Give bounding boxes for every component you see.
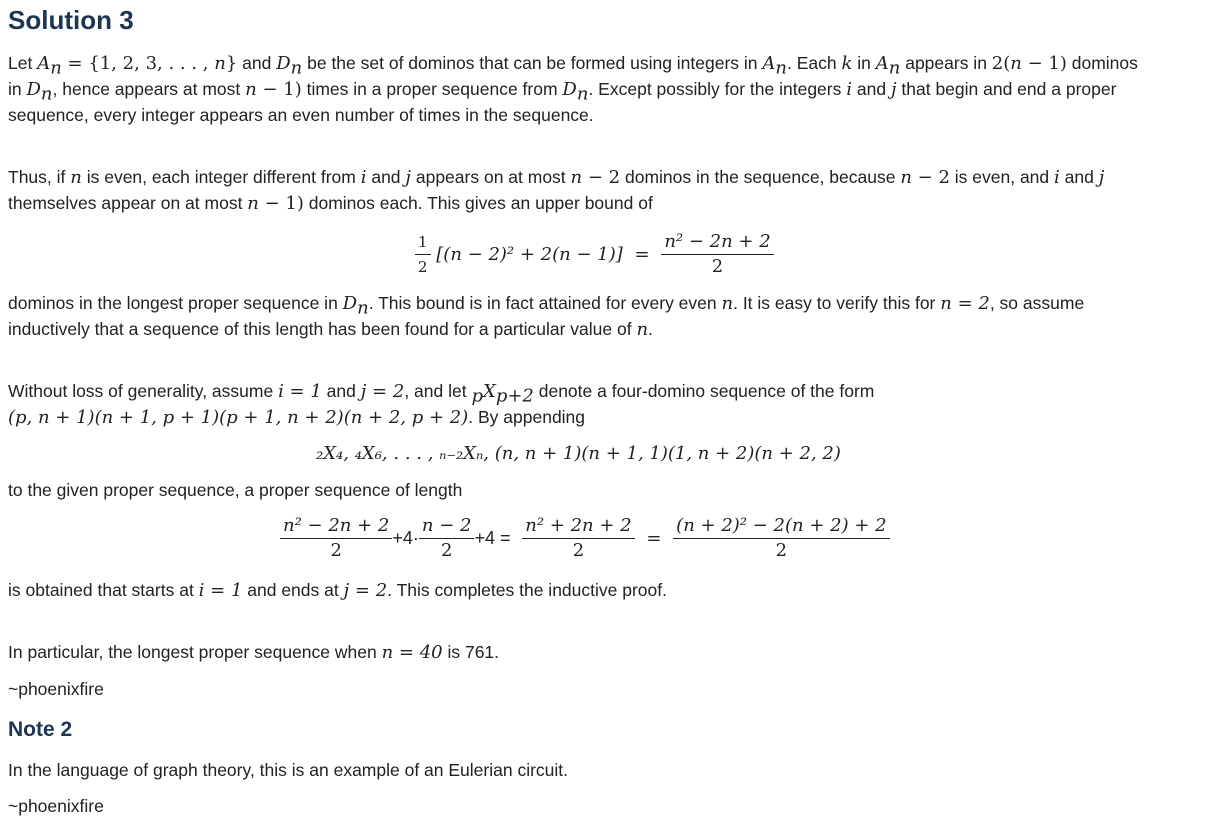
section-title-solution-3: Solution 3 [8,5,134,35]
paragraph-7-line-1: In particular, the longest proper sequence when n = 40 is 761. [8,642,500,663]
equation-upper-bound: $\frac{1}{2}$ [(n − 2)² + 2(n − 1)] = $\frac{\text{n² − 2n + 2}}{2}$ [415,230,774,279]
section-title-note-2: Note 2 [8,718,73,741]
paragraph-6-line-1: is obtained that starts at i = 1 and ends at j = 2. This completes the inductive proof. [8,580,667,601]
paragraph-3-line-2: inductively that a sequence of this length has been found for a particular value of n. [8,319,653,340]
note-signature: ~phoenixfire [8,796,104,816]
note-text: In the language of graph theory, this is an example of an Eulerian circuit. [8,760,569,780]
paragraph-4-line-1: Without loss of generality, assume i = 1 and j = 2, and let $_pX_{p+2}$ denote a four-domino sequence of the form [8,381,875,407]
paragraph-2-line-2: themselves appear on at most n − 1) dominos each. This gives an upper bound of [8,193,653,214]
equation-appended-sequence: ₂X₄, ₄X₆, . . . , ₙ₋₂Xₙ, (n, n + 1)(n + 1, 1)(1, n + 2)(n + 2, 2) [316,443,841,464]
paragraph-1-line-1: Let $A_n = \{1$, 2, 3, . . . , n} and $D_n$ be the set of dominos that can be formed using integers in $A_n$. Each k in $A_n$ appears in 2(n − 1) dominos [8,53,1138,79]
paragraph-2-line-1: Thus, if n is even, each integer different from i and j appears on at most n − 2 dominos in the sequence, because n − 2 is even, and i and j [8,167,1105,188]
equation-sequence-length: $\frac{\text{n² − 2n + 2}}{2}$ +4· $\frac{n - 2}{2}$ +4 = $\frac{\text{n² + 2n + 2}}{2}$ = $\frac{\text{(n + 2)² − 2(n + 2) + 2}}{2}$ [280,514,890,563]
paragraph-5-line-1: to the given proper sequence, a proper sequence of length [8,480,463,500]
paragraph-1-line-2: in $D_n$, hence appears at most n − 1) times in a proper sequence from $D_n$. Except possibly for the integers i and j that begin and end a proper [8,79,1117,105]
paragraph-1-line-3: sequence, every integer appears an even number of times in the sequence. [8,105,594,125]
author-signature: ~phoenixfire [8,679,104,699]
paragraph-3-line-1: dominos in the longest proper sequence in $D_n$. This bound is in fact attained for every even n. It is easy to verify this for n = 2, so assume [8,293,1085,319]
paragraph-4-line-2: (p, n + 1)(n + 1, p + 1)(p + 1, n + 2)(n + 2, p + 2). By appending [8,407,586,428]
